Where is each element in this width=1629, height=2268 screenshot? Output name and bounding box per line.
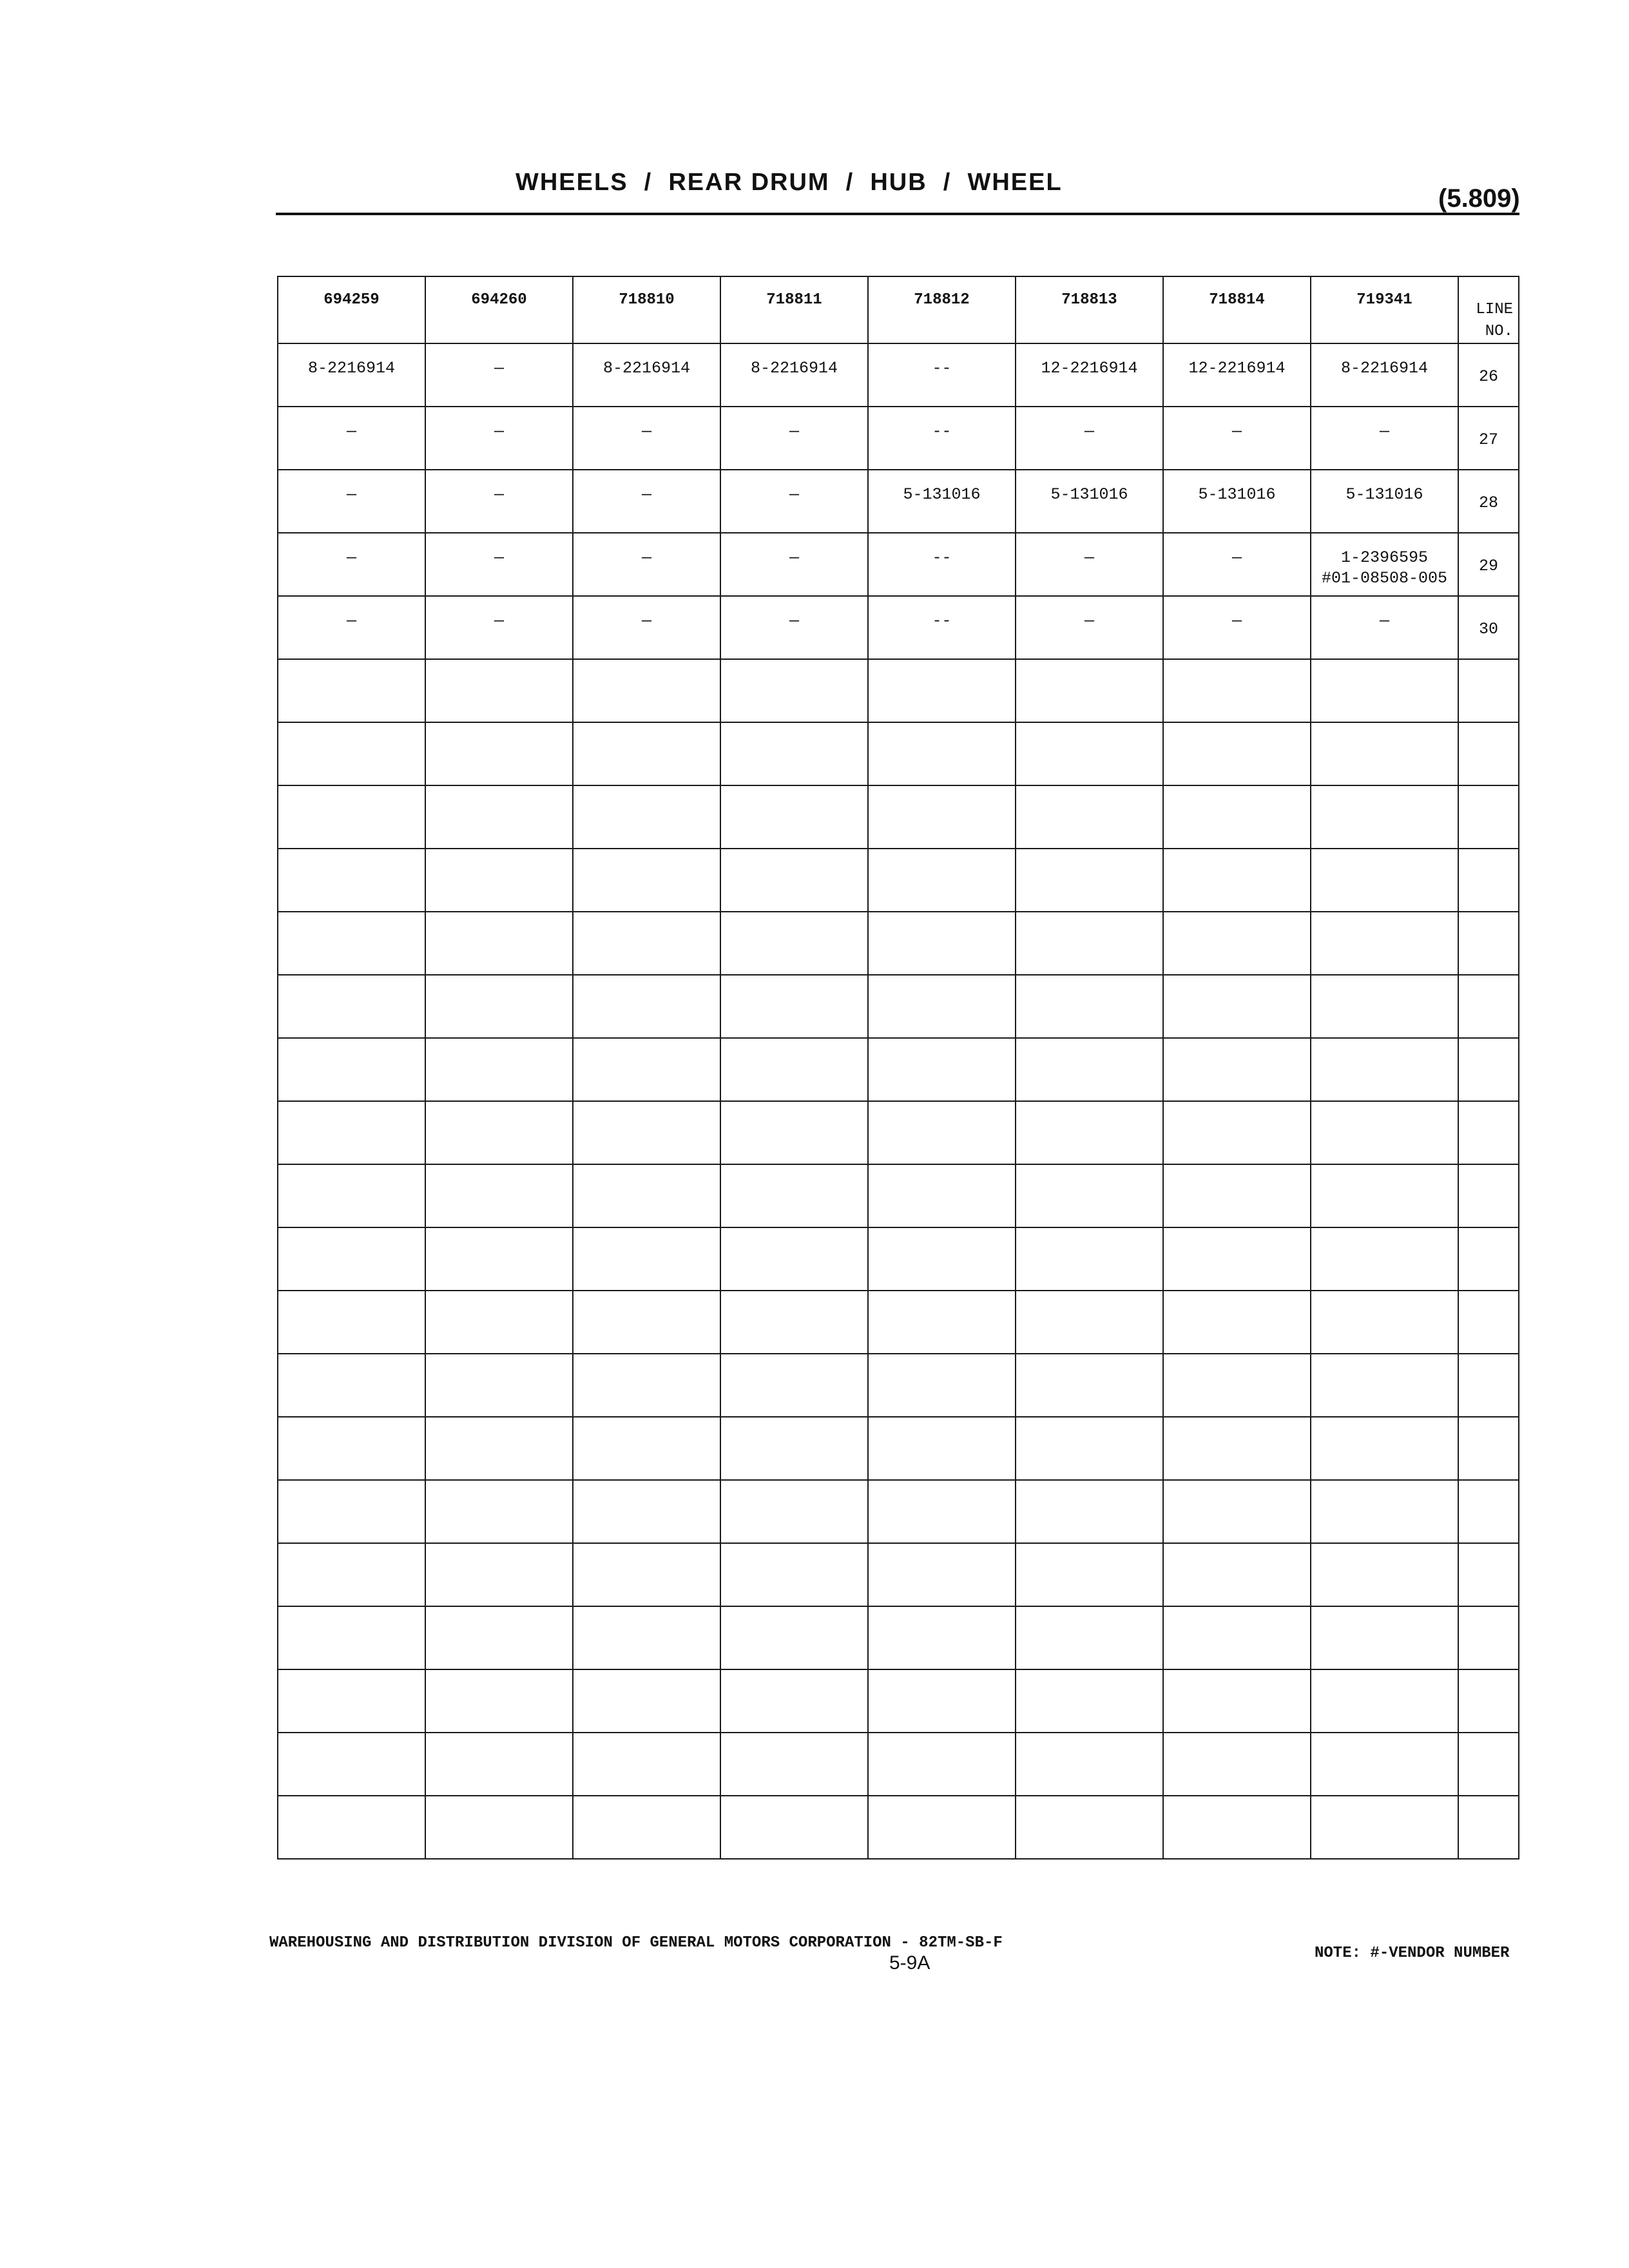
empty-cell — [278, 1164, 425, 1227]
parts-table-body — [278, 276, 1519, 1859]
empty-cell — [573, 1038, 720, 1101]
empty-cell — [425, 1733, 573, 1796]
table-cell: 12-2216914 — [1163, 343, 1311, 407]
table-cell: 8-2216914 — [1311, 343, 1458, 407]
empty-cell — [720, 1796, 868, 1859]
empty-cell — [425, 1669, 573, 1733]
empty-cell — [425, 1606, 573, 1669]
page-number: 5-9A — [889, 1952, 930, 1974]
table-cell: — — [278, 533, 425, 596]
table-cell: 5-131016 — [1163, 470, 1311, 533]
table-cell: — — [720, 470, 868, 533]
empty-cell — [1311, 1480, 1458, 1543]
table-cell: — — [720, 596, 868, 659]
empty-cell — [1458, 785, 1519, 849]
parts-table — [277, 276, 1519, 1860]
empty-cell — [1016, 1480, 1163, 1543]
empty-cell — [573, 1354, 720, 1417]
table-cell: — — [1016, 533, 1163, 596]
empty-cell — [1458, 1417, 1519, 1480]
empty-cell — [278, 1733, 425, 1796]
empty-cell — [1163, 722, 1311, 785]
empty-cell — [1016, 1669, 1163, 1733]
empty-cell — [573, 1417, 720, 1480]
empty-cell — [1458, 1796, 1519, 1859]
empty-cell — [1163, 1101, 1311, 1164]
empty-cell — [1016, 659, 1163, 722]
empty-cell — [425, 1291, 573, 1354]
empty-cell — [573, 659, 720, 722]
empty-cell — [1016, 1164, 1163, 1227]
empty-cell — [1016, 1417, 1163, 1480]
table-row — [278, 596, 1519, 659]
empty-cell — [1458, 1606, 1519, 1669]
empty-cell — [720, 722, 868, 785]
column-header: 719341 — [1311, 276, 1458, 343]
table-cell: 12-2216914 — [1016, 343, 1163, 407]
empty-cell — [720, 659, 868, 722]
empty-cell — [278, 659, 425, 722]
empty-table-row — [278, 785, 1519, 849]
empty-cell — [1163, 1164, 1311, 1227]
empty-cell — [1458, 849, 1519, 912]
empty-cell — [868, 1227, 1016, 1291]
empty-table-row — [278, 1480, 1519, 1543]
empty-cell — [278, 1291, 425, 1354]
empty-cell — [573, 975, 720, 1038]
empty-cell — [720, 1417, 868, 1480]
empty-cell — [720, 1227, 868, 1291]
empty-cell — [720, 1480, 868, 1543]
empty-cell — [573, 1606, 720, 1669]
empty-cell — [720, 1354, 868, 1417]
empty-cell — [1458, 1164, 1519, 1227]
empty-cell — [573, 1480, 720, 1543]
empty-cell — [720, 1291, 868, 1354]
empty-cell — [1163, 1606, 1311, 1669]
empty-cell — [1016, 1038, 1163, 1101]
empty-table-row — [278, 849, 1519, 912]
empty-cell — [278, 1227, 425, 1291]
empty-cell — [720, 1038, 868, 1101]
empty-cell — [425, 1417, 573, 1480]
empty-cell — [868, 1669, 1016, 1733]
empty-cell — [720, 849, 868, 912]
empty-cell — [425, 1164, 573, 1227]
empty-cell — [1458, 1038, 1519, 1101]
empty-cell — [278, 849, 425, 912]
page-title: WHEELS / REAR DRUM / HUB / WHEEL — [516, 169, 1063, 196]
empty-cell — [425, 1543, 573, 1606]
empty-cell — [573, 1227, 720, 1291]
empty-cell — [278, 975, 425, 1038]
empty-cell — [1458, 912, 1519, 975]
empty-table-row — [278, 722, 1519, 785]
empty-cell — [1163, 849, 1311, 912]
empty-cell — [425, 659, 573, 722]
empty-table-row — [278, 659, 1519, 722]
column-header: 718810 — [573, 276, 720, 343]
empty-table-row — [278, 1354, 1519, 1417]
empty-cell — [720, 1606, 868, 1669]
empty-table-row — [278, 1291, 1519, 1354]
empty-cell — [1016, 722, 1163, 785]
empty-cell — [720, 1101, 868, 1164]
empty-cell — [1311, 1164, 1458, 1227]
table-cell: 8-2216914 — [278, 343, 425, 407]
table-cell: — — [573, 533, 720, 596]
table-cell: — — [573, 407, 720, 470]
empty-cell — [720, 1669, 868, 1733]
empty-cell — [1163, 1480, 1311, 1543]
empty-cell — [425, 1354, 573, 1417]
empty-cell — [720, 785, 868, 849]
empty-cell — [720, 1733, 868, 1796]
empty-cell — [1016, 975, 1163, 1038]
empty-cell — [278, 912, 425, 975]
empty-cell — [1311, 785, 1458, 849]
empty-cell — [573, 849, 720, 912]
empty-cell — [868, 1480, 1016, 1543]
empty-table-row — [278, 1543, 1519, 1606]
table-cell: 5-131016 — [1311, 470, 1458, 533]
table-cell: — — [1016, 596, 1163, 659]
empty-cell — [573, 785, 720, 849]
table-cell: — — [573, 596, 720, 659]
empty-cell — [278, 1354, 425, 1417]
table-row — [278, 407, 1519, 470]
table-cell: 8-2216914 — [573, 343, 720, 407]
empty-table-row — [278, 1101, 1519, 1164]
empty-cell — [573, 912, 720, 975]
empty-cell — [573, 1733, 720, 1796]
table-cell: — — [278, 470, 425, 533]
empty-cell — [1311, 1038, 1458, 1101]
empty-cell — [1458, 1291, 1519, 1354]
empty-cell — [278, 722, 425, 785]
empty-cell — [1016, 1227, 1163, 1291]
empty-cell — [868, 722, 1016, 785]
empty-cell — [1163, 1227, 1311, 1291]
empty-cell — [573, 1101, 720, 1164]
empty-cell — [278, 1038, 425, 1101]
empty-cell — [1311, 1543, 1458, 1606]
empty-cell — [868, 1291, 1016, 1354]
table-cell: — — [425, 596, 573, 659]
empty-cell — [1311, 659, 1458, 722]
line-no-header: LINE NO. — [1458, 276, 1519, 343]
line-number-cell: 26 — [1458, 343, 1519, 407]
empty-cell — [573, 1291, 720, 1354]
empty-cell — [1458, 1669, 1519, 1733]
empty-cell — [1458, 1543, 1519, 1606]
empty-cell — [720, 975, 868, 1038]
empty-cell — [425, 1480, 573, 1543]
empty-cell — [868, 1417, 1016, 1480]
empty-table-row — [278, 975, 1519, 1038]
empty-cell — [278, 785, 425, 849]
empty-cell — [868, 849, 1016, 912]
empty-cell — [720, 1164, 868, 1227]
table-cell: — — [1311, 407, 1458, 470]
empty-cell — [1163, 975, 1311, 1038]
empty-table-row — [278, 1038, 1519, 1101]
table-cell: -- — [868, 533, 1016, 596]
empty-cell — [278, 1480, 425, 1543]
empty-cell — [1311, 1291, 1458, 1354]
empty-cell — [868, 1796, 1016, 1859]
empty-cell — [278, 1543, 425, 1606]
empty-cell — [573, 1543, 720, 1606]
empty-cell — [868, 1164, 1016, 1227]
table-cell: — — [1311, 596, 1458, 659]
table-cell: — — [1163, 407, 1311, 470]
empty-cell — [868, 975, 1016, 1038]
table-cell: — — [720, 533, 868, 596]
empty-cell — [1458, 722, 1519, 785]
empty-cell — [1163, 1733, 1311, 1796]
empty-cell — [573, 1164, 720, 1227]
empty-cell — [1311, 912, 1458, 975]
empty-cell — [868, 1101, 1016, 1164]
empty-cell — [1458, 1354, 1519, 1417]
empty-cell — [1016, 912, 1163, 975]
empty-cell — [1458, 1227, 1519, 1291]
empty-cell — [1163, 1291, 1311, 1354]
table-cell: — — [425, 533, 573, 596]
empty-cell — [1311, 1796, 1458, 1859]
empty-cell — [1311, 849, 1458, 912]
line-number-cell: 30 — [1458, 596, 1519, 659]
empty-cell — [425, 849, 573, 912]
empty-cell — [573, 722, 720, 785]
footer-note: NOTE: #-VENDOR NUMBER — [1315, 1945, 1510, 1962]
empty-cell — [1311, 1417, 1458, 1480]
empty-cell — [1311, 1101, 1458, 1164]
table-cell: -- — [868, 343, 1016, 407]
line-number-cell: 29 — [1458, 533, 1519, 596]
empty-cell — [1458, 1733, 1519, 1796]
empty-cell — [868, 659, 1016, 722]
empty-cell — [1163, 912, 1311, 975]
empty-cell — [1458, 659, 1519, 722]
empty-table-row — [278, 1669, 1519, 1733]
table-cell: — — [278, 407, 425, 470]
empty-table-row — [278, 1164, 1519, 1227]
column-header: 718812 — [868, 276, 1016, 343]
empty-table-row — [278, 1606, 1519, 1669]
column-header: 718814 — [1163, 276, 1311, 343]
empty-cell — [1458, 975, 1519, 1038]
empty-cell — [573, 1796, 720, 1859]
empty-cell — [278, 1101, 425, 1164]
empty-cell — [1016, 1796, 1163, 1859]
empty-cell — [720, 912, 868, 975]
table-cell: 5-131016 — [868, 470, 1016, 533]
empty-cell — [1311, 1733, 1458, 1796]
empty-cell — [425, 785, 573, 849]
table-cell: — — [720, 407, 868, 470]
empty-cell — [1163, 659, 1311, 722]
table-cell: 8-2216914 — [720, 343, 868, 407]
empty-cell — [1458, 1480, 1519, 1543]
empty-table-row — [278, 1796, 1519, 1859]
section-number: (5.809) — [1438, 184, 1520, 213]
empty-cell — [720, 1543, 868, 1606]
table-cell: — — [573, 470, 720, 533]
empty-cell — [868, 912, 1016, 975]
table-row — [278, 470, 1519, 533]
table-row — [278, 343, 1519, 407]
table-row — [278, 533, 1519, 596]
table-header-row — [278, 276, 1519, 343]
table-cell: -- — [868, 596, 1016, 659]
empty-cell — [868, 1354, 1016, 1417]
empty-cell — [278, 1669, 425, 1733]
empty-cell — [868, 1733, 1016, 1796]
empty-cell — [1163, 1669, 1311, 1733]
empty-cell — [1311, 1354, 1458, 1417]
empty-cell — [1163, 1543, 1311, 1606]
empty-cell — [1016, 1733, 1163, 1796]
table-cell: — — [425, 470, 573, 533]
empty-cell — [1016, 1101, 1163, 1164]
empty-cell — [278, 1606, 425, 1669]
empty-cell — [1016, 1354, 1163, 1417]
table-cell: — — [1163, 533, 1311, 596]
empty-table-row — [278, 912, 1519, 975]
empty-cell — [425, 1038, 573, 1101]
empty-cell — [1458, 1101, 1519, 1164]
empty-cell — [868, 1038, 1016, 1101]
table-cell: -- — [868, 407, 1016, 470]
column-header: 718811 — [720, 276, 868, 343]
empty-cell — [1311, 1606, 1458, 1669]
empty-cell — [425, 1796, 573, 1859]
empty-cell — [1016, 785, 1163, 849]
empty-cell — [1311, 722, 1458, 785]
empty-cell — [425, 722, 573, 785]
table-cell: 1-2396595 #01-08508-005 — [1311, 533, 1458, 596]
empty-cell — [868, 1543, 1016, 1606]
empty-cell — [1163, 1417, 1311, 1480]
empty-cell — [1311, 1669, 1458, 1733]
table-cell: — — [425, 343, 573, 407]
column-header: 694260 — [425, 276, 573, 343]
empty-cell — [868, 785, 1016, 849]
header-rule — [276, 213, 1519, 215]
empty-cell — [1163, 1354, 1311, 1417]
empty-cell — [1163, 785, 1311, 849]
empty-cell — [1016, 849, 1163, 912]
empty-cell — [1163, 1038, 1311, 1101]
empty-table-row — [278, 1227, 1519, 1291]
empty-cell — [425, 912, 573, 975]
table-cell: — — [1016, 407, 1163, 470]
table-cell: 5-131016 — [1016, 470, 1163, 533]
table-cell: — — [278, 596, 425, 659]
empty-table-row — [278, 1417, 1519, 1480]
empty-cell — [278, 1417, 425, 1480]
footer-publisher: WAREHOUSING AND DISTRIBUTION DIVISION OF GENERAL MOTORS CORPORATION - 82TM-SB-F — [269, 1934, 1003, 1952]
empty-cell — [868, 1606, 1016, 1669]
line-number-cell: 27 — [1458, 407, 1519, 470]
empty-cell — [425, 1101, 573, 1164]
empty-cell — [1163, 1796, 1311, 1859]
empty-cell — [425, 1227, 573, 1291]
table-cell: — — [425, 407, 573, 470]
empty-cell — [1311, 1227, 1458, 1291]
empty-cell — [1311, 975, 1458, 1038]
empty-table-row — [278, 1733, 1519, 1796]
table-cell: — — [1163, 596, 1311, 659]
empty-cell — [1016, 1606, 1163, 1669]
empty-cell — [425, 975, 573, 1038]
empty-cell — [573, 1669, 720, 1733]
column-header: 718813 — [1016, 276, 1163, 343]
line-number-cell: 28 — [1458, 470, 1519, 533]
empty-cell — [1016, 1543, 1163, 1606]
empty-cell — [1016, 1291, 1163, 1354]
empty-cell — [278, 1796, 425, 1859]
column-header: 694259 — [278, 276, 425, 343]
